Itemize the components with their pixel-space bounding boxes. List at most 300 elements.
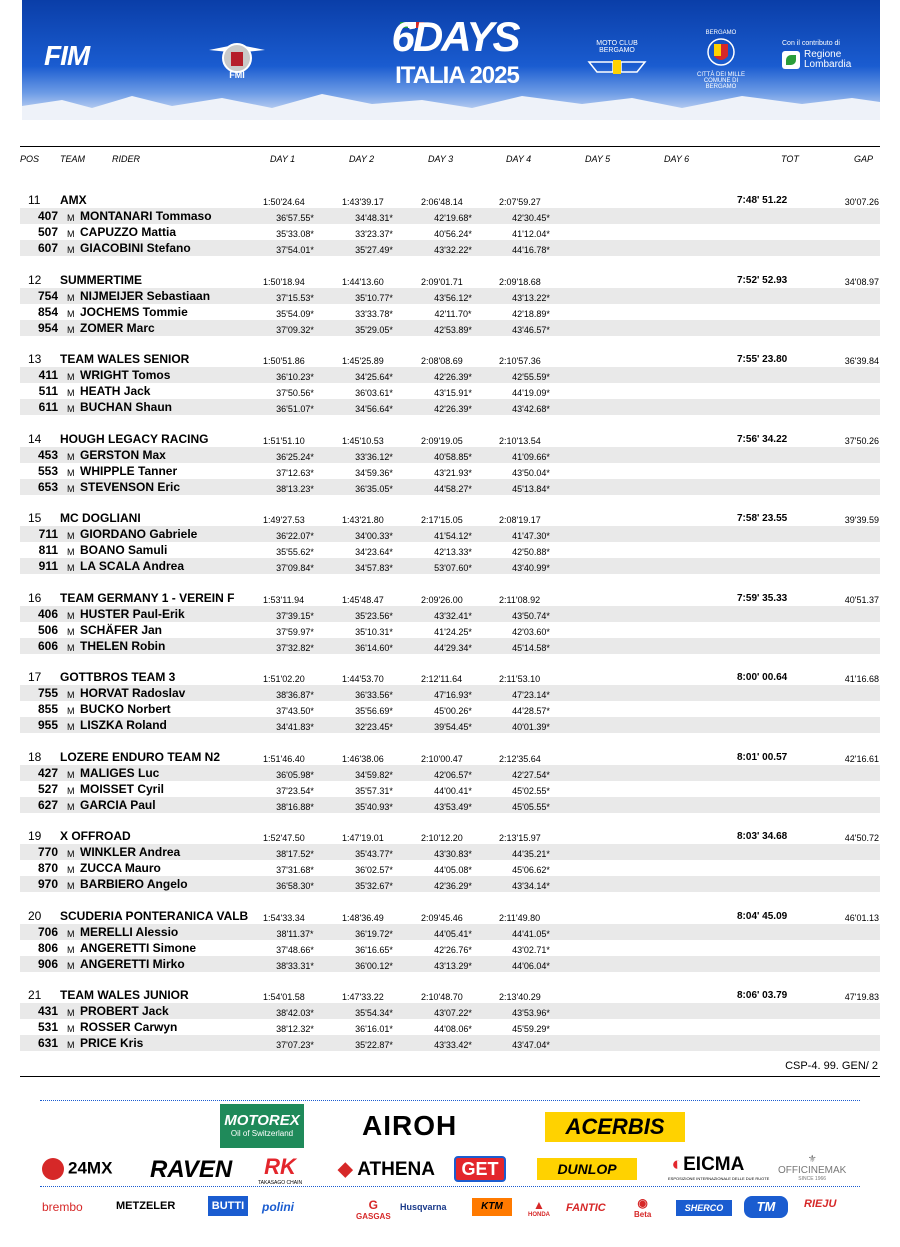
rider-row (20, 638, 880, 654)
rider-day-time: 43'13.29* (434, 960, 472, 971)
team-row (0, 510, 900, 526)
rider-day-time: 43'30.83* (434, 849, 472, 859)
rider-class: M (67, 483, 75, 494)
rider-class: M (67, 245, 75, 255)
team-gap: 34'08.97 (844, 276, 879, 287)
rider-day-time: 43'50.04* (512, 467, 550, 478)
rider-name: WRIGHT Tomos (80, 368, 171, 382)
rider-day-time: 44'05.08* (434, 865, 472, 875)
rider-day-time: 41'47.30* (512, 531, 550, 541)
rider-day-time: 42'26.76* (434, 944, 472, 955)
metzeler-logo: METZELER (116, 1200, 176, 1212)
event-title: 6DAYS (391, 13, 519, 60)
rider-day-time: 53'07.60* (434, 563, 472, 573)
moto-club-text: MOTO CLUB BERGAMO (596, 40, 638, 54)
team-position: 11 (28, 193, 41, 207)
rider-day-time: 38'42.03* (276, 1008, 314, 1018)
rider-name: MONTANARI Tommaso (80, 209, 212, 223)
rider-day-time: 36'33.56* (355, 690, 393, 700)
rider-name: CAPUZZO Mattia (80, 225, 176, 239)
sherco-logo: SHERCO (676, 1200, 732, 1216)
team-total-time: 7:55' 23.80 (737, 354, 788, 365)
rider-day-time: 36'14.60* (355, 642, 393, 653)
rider-day-time: 44'41.05* (512, 928, 550, 939)
rk-logo: RK TAKASAGO CHAIN (258, 1154, 303, 1186)
col-pos: POS (20, 154, 40, 164)
rider-row (20, 797, 880, 813)
team-day-time: 1:45'25.89 (342, 356, 384, 366)
rider-row (20, 367, 880, 383)
rider-day-time: 43'32.41* (434, 610, 472, 621)
rider-class: M (67, 690, 75, 700)
rider-name: HEATH Jack (80, 384, 151, 398)
rider-row (20, 876, 880, 892)
rider-day-time: 42'03.60* (512, 626, 550, 637)
team-total-time: 7:56' 34.22 (737, 433, 788, 445)
team-day-time: 2:09'26.00 (421, 594, 463, 605)
team-total-time: 8:01' 00.57 (737, 751, 788, 763)
rider-number: 406 (37, 606, 58, 621)
col-day2: DAY 2 (349, 154, 375, 164)
beta-logo: ◉ Beta (634, 1196, 652, 1219)
rider-day-time: 35'33.08* (276, 229, 314, 239)
rider-row (20, 717, 880, 733)
rider-day-time: 44'06.04* (512, 960, 550, 971)
rider-day-time: 38'11.37* (276, 928, 314, 939)
rider-day-time: 38'13.23* (276, 483, 314, 494)
rider-number: 806 (37, 940, 58, 955)
rider-row (20, 1019, 880, 1035)
rider-number: 955 (37, 718, 58, 732)
rider-day-time: 42'53.89* (434, 324, 472, 335)
rider-number: 506 (37, 622, 58, 637)
rider-day-time: 42'18.89* (512, 308, 550, 319)
column-header (20, 146, 880, 166)
rider-day-time: 43'46.57* (512, 324, 550, 335)
team-block (0, 908, 900, 988)
rider-day-time: 45'05.55* (512, 801, 550, 812)
rider-day-time: 43'33.42* (434, 1040, 472, 1050)
rider-day-time: 34'41.83* (276, 722, 314, 732)
gasgas-logo: G GASGAS (356, 1198, 391, 1221)
rider-day-time: 40'56.24* (434, 229, 472, 239)
team-total-time: 7:59' 35.33 (737, 592, 788, 604)
rider-day-time: 37'15.53* (276, 292, 314, 303)
team-day-time: 2:09'01.71 (421, 276, 463, 287)
rider-name: ROSSER Carwyn (80, 1020, 178, 1034)
rider-row (20, 383, 880, 399)
airoh-logo: AIROH (362, 1110, 458, 1141)
rider-day-time: 38'33.31* (276, 960, 314, 971)
rider-row (20, 1035, 880, 1051)
rider-class: M (67, 229, 75, 239)
team-block (0, 987, 900, 1067)
rider-number: 811 (38, 543, 58, 557)
rider-day-time: 43'07.22* (434, 1008, 472, 1018)
rider-class: M (67, 642, 75, 653)
rider-name: LISZKA Roland (80, 718, 167, 732)
rider-number: 706 (37, 924, 58, 939)
team-day-time: 2:13'15.97 (499, 833, 541, 843)
team-name: TEAM WALES SENIOR (60, 352, 190, 366)
rider-day-time: 36'19.72* (355, 928, 393, 939)
rider-row (20, 606, 880, 622)
team-total-time: 8:06' 03.79 (737, 990, 788, 1001)
rider-number: 906 (37, 956, 58, 971)
rider-class: M (67, 881, 75, 891)
rider-day-time: 43'34.14* (512, 881, 550, 891)
team-day-time: 1:44'53.70 (342, 674, 384, 684)
team-gap: 37'50.26 (844, 435, 879, 446)
rider-day-time: 43'02.71* (512, 944, 550, 955)
rider-day-time: 33'23.37* (355, 229, 393, 239)
team-position: 16 (28, 590, 42, 605)
butti-logo: BUTTI (208, 1196, 248, 1216)
rider-name: HORVAT Radoslav (80, 686, 186, 700)
24mx-logo: 24MX (42, 1158, 112, 1180)
acerbis-logo: ACERBIS (545, 1112, 685, 1142)
team-position: 20 (28, 908, 42, 923)
fmi-logo (207, 36, 267, 80)
rider-day-time: 41'12.04* (512, 229, 550, 239)
header-banner (22, 0, 880, 120)
team-position: 17 (28, 670, 42, 684)
rider-row (20, 479, 880, 495)
team-day-time: 1:47'33.22 (342, 992, 384, 1002)
rider-day-time: 38'12.32* (276, 1024, 314, 1034)
rider-day-time: 45'06.62* (512, 865, 550, 875)
sponsor-divider-top (40, 1100, 860, 1101)
rider-day-time: 43'47.04* (512, 1040, 550, 1050)
team-day-time: 1:45'48.47 (342, 594, 384, 605)
team-day-time: 2:11'53.10 (499, 674, 541, 684)
rider-day-time: 41'54.12* (434, 531, 472, 541)
rider-day-time: 47'23.14* (512, 690, 550, 700)
rider-number: 511 (38, 384, 58, 398)
rider-day-time: 43'32.22* (434, 245, 472, 255)
rider-number: 754 (37, 288, 58, 303)
rider-day-time: 45'02.55* (512, 785, 550, 796)
rider-number: 770 (37, 845, 58, 859)
rider-day-time: 42'27.54* (512, 769, 550, 780)
rider-class: M (67, 769, 75, 780)
raven-logo: RAVEN (150, 1156, 233, 1183)
team-block (0, 351, 900, 431)
rider-day-time: 42'26.39* (434, 372, 472, 382)
rider-day-time: 37'12.63* (276, 467, 314, 478)
rider-name: MOISSET Cyril (80, 781, 165, 796)
rider-name: STEVENSON Eric (80, 479, 181, 494)
team-day-time: 2:10'48.70 (421, 992, 463, 1002)
rider-number: 411 (38, 368, 58, 382)
rider-row (20, 399, 880, 415)
team-day-time: 1:47'19.01 (342, 833, 384, 843)
rider-day-time: 43'56.12* (434, 292, 472, 303)
rider-class: M (67, 404, 75, 414)
team-day-time: 2:09'45.46 (421, 912, 463, 923)
team-day-time: 1:52'47.50 (263, 833, 305, 843)
sponsor-strip (40, 1098, 860, 1238)
rider-day-time: 42'50.88* (512, 547, 550, 557)
team-day-time: 1:43'21.80 (342, 515, 384, 525)
rider-day-time: 37'32.82* (276, 642, 314, 653)
rider-day-time: 36'05.98* (276, 769, 314, 780)
team-day-time: 2:08'19.17 (499, 515, 541, 525)
team-day-time: 1:46'38.06 (342, 753, 384, 764)
team-day-time: 1:44'13.60 (342, 276, 384, 287)
rider-day-time: 43'21.93* (434, 467, 472, 478)
team-day-time: 2:17'15.05 (421, 515, 463, 525)
rider-day-time: 43'15.91* (434, 388, 472, 398)
team-day-time: 2:12'11.64 (421, 674, 463, 684)
team-row (0, 987, 900, 1003)
rider-day-time: 44'00.41* (434, 785, 472, 796)
get-logo: GET (454, 1156, 506, 1182)
team-position: 21 (28, 988, 42, 1002)
team-position: 18 (28, 749, 42, 764)
rider-row (20, 542, 880, 558)
team-day-time: 2:09'19.05 (421, 435, 463, 446)
team-gap: 47'19.83 (844, 992, 879, 1002)
mountain-silhouette (22, 86, 880, 120)
rider-day-time: 44'29.34* (434, 642, 472, 653)
rider-row (20, 240, 880, 256)
rider-day-time: 44'28.57* (512, 706, 550, 716)
col-gap: GAP (854, 154, 874, 164)
rider-row (20, 526, 880, 542)
husqvarna-logo: Husqvarna (400, 1202, 447, 1212)
rider-name: BUCKO Norbert (80, 702, 171, 716)
rider-number: 911 (38, 559, 58, 573)
team-day-time: 1:45'10.53 (342, 435, 384, 446)
rider-day-time: 45'13.84* (512, 483, 550, 494)
rider-day-time: 36'16.65* (355, 944, 393, 955)
rider-day-time: 35'23.56* (355, 610, 393, 621)
team-block (0, 669, 900, 749)
rider-day-time: 42'36.29* (434, 881, 472, 891)
motorex-logo: MOTOREX Oil of Switzerland (220, 1104, 304, 1148)
rider-day-time: 37'39.15* (276, 610, 314, 621)
team-day-time: 2:10'00.47 (421, 753, 463, 764)
team-row (0, 192, 900, 208)
team-day-time: 2:11'08.92 (499, 594, 541, 605)
rider-class: M (67, 292, 75, 303)
rider-class: M (67, 563, 75, 573)
rider-day-time: 36'03.61* (355, 388, 393, 398)
rider-day-time: 37'09.84* (276, 563, 314, 573)
rider-name: PROBERT Jack (80, 1004, 169, 1018)
honda-logo: ▲ HONDA (528, 1198, 550, 1218)
rider-row (20, 463, 880, 479)
rider-number: 755 (37, 686, 58, 700)
team-day-time: 1:54'33.34 (263, 912, 305, 923)
team-name: LOZERE ENDURO TEAM N2 (60, 749, 221, 764)
rider-number: 407 (37, 209, 58, 223)
rider-day-time: 38'36.87* (276, 690, 314, 700)
rider-name: ZUCCA Mauro (80, 861, 161, 875)
rl-name-1: Regione (804, 49, 842, 60)
eicma-logo: ◐EICMA ESPOSIZIONE INTERNAZIONALE DELLE DUE RUOTE (668, 1154, 770, 1181)
rider-day-time: 44'08.06* (434, 1024, 472, 1034)
rider-row (20, 860, 880, 876)
team-block (0, 590, 900, 670)
rider-class: M (67, 1040, 75, 1050)
rider-number: 870 (37, 861, 58, 875)
rider-day-time: 37'09.32* (276, 324, 314, 335)
team-day-time: 2:12'35.64 (499, 753, 541, 764)
rider-name: GIACOBINI Stefano (80, 241, 191, 255)
rider-class: M (67, 451, 75, 462)
team-gap: 41'16.68 (844, 674, 879, 684)
rider-number: 627 (37, 797, 58, 812)
polini-logo: polini (262, 1200, 294, 1214)
rider-number: 653 (37, 479, 58, 494)
footer-divider (20, 1076, 880, 1077)
event-subtitle: ITALIA 2025 (395, 62, 519, 89)
rider-class: M (67, 308, 75, 319)
col-rider: RIDER (112, 154, 141, 164)
rider-name: HUSTER Paul-Erik (80, 606, 185, 621)
rider-day-time: 36'57.55* (276, 213, 314, 223)
rider-number: 606 (37, 638, 58, 653)
rl-caption: Con il contributo di (782, 40, 840, 47)
team-day-time: 2:11'49.80 (499, 912, 541, 923)
rider-day-time: 35'56.69* (355, 706, 393, 716)
team-total-time: 8:03' 34.68 (737, 831, 788, 842)
team-day-time: 1:51'51.10 (263, 435, 305, 446)
team-gap: 39'39.59 (844, 515, 879, 525)
col-day4: DAY 4 (506, 154, 532, 164)
rider-day-time: 38'16.88* (276, 801, 314, 812)
ktm-logo: KTM (472, 1198, 512, 1216)
rider-day-time: 44'35.21* (512, 849, 550, 859)
dunlop-logo: DUNLOP (537, 1158, 637, 1180)
fim-logo: FIM (44, 40, 90, 71)
rider-day-time: 35'22.87* (355, 1040, 393, 1050)
rider-row (20, 288, 880, 304)
team-name: HOUGH LEGACY RACING (60, 431, 209, 446)
rider-row (20, 208, 880, 224)
bergamo-mid-text: CITTÀ DEI MILLE (696, 72, 745, 78)
rider-day-time: 42'13.33* (434, 547, 472, 557)
team-name: X OFFROAD (60, 829, 131, 843)
rider-name: THELEN Robin (80, 638, 166, 653)
rider-day-time: 45'59.29* (512, 1024, 550, 1034)
rider-number: 631 (37, 1036, 58, 1050)
team-row (0, 828, 900, 844)
rider-class: M (67, 626, 75, 637)
rider-class: M (67, 785, 75, 796)
team-position: 14 (28, 431, 42, 446)
rider-day-time: 47'16.93* (434, 690, 472, 700)
team-day-time: 1:49'27.53 (263, 515, 305, 525)
rider-row (20, 685, 880, 701)
rider-day-time: 42'11.70* (434, 308, 472, 319)
rider-class: M (67, 960, 75, 971)
rider-class: M (67, 531, 75, 541)
rider-day-time: 37'07.23* (276, 1040, 314, 1050)
rider-class: M (67, 547, 75, 557)
rider-day-time: 39'54.45* (434, 722, 472, 732)
team-row (0, 431, 900, 447)
team-day-time: 2:08'08.69 (421, 356, 463, 366)
rider-number: 954 (37, 320, 58, 335)
team-day-time: 1:43'39.17 (342, 197, 384, 207)
team-block (0, 431, 900, 511)
team-name: GOTTBROS TEAM 3 (60, 670, 176, 684)
24mx-icon (42, 1158, 64, 1180)
team-position: 12 (28, 272, 42, 287)
rider-day-time: 42'55.59* (512, 372, 550, 382)
team-name: TEAM GERMANY 1 - VEREIN F (60, 590, 235, 605)
rider-day-time: 35'55.62* (276, 547, 314, 557)
rider-row (20, 701, 880, 717)
rider-day-time: 35'10.31* (355, 626, 393, 637)
rider-day-time: 35'57.31* (355, 785, 393, 796)
rider-class: M (67, 849, 75, 859)
rider-day-time: 38'17.52* (276, 849, 314, 859)
rider-class: M (67, 706, 75, 716)
moto-club-bergamo-logo (582, 40, 652, 76)
rider-class: M (67, 801, 75, 812)
team-row (0, 272, 900, 288)
rider-day-time: 35'43.77* (355, 849, 393, 859)
team-name: SUMMERTIME (60, 272, 142, 287)
rider-day-time: 44'58.27* (434, 483, 472, 494)
rider-number: 970 (37, 877, 58, 891)
rider-day-time: 34'59.36* (355, 467, 393, 478)
rider-number: 453 (37, 447, 58, 462)
rider-name: ZOMER Marc (80, 320, 155, 335)
rider-name: NIJMEIJER Sebastiaan (80, 288, 211, 303)
rider-name: SCHÄFER Jan (80, 622, 163, 637)
team-day-time: 1:48'36.49 (342, 912, 384, 923)
rider-day-time: 36'35.05* (355, 483, 393, 494)
rider-number: 553 (37, 463, 58, 478)
rider-day-time: 35'10.77* (355, 292, 393, 303)
rider-day-time: 43'40.99* (512, 563, 550, 573)
team-day-time: 2:13'40.29 (499, 992, 541, 1002)
rider-number: 427 (37, 765, 58, 780)
rider-class: M (67, 213, 75, 223)
officinemak-logo: ⚜ OFFICINEMAK SINCE 1966 (778, 1154, 847, 1182)
team-name: AMX (60, 193, 87, 207)
rider-day-time: 40'01.39* (512, 722, 550, 732)
rider-day-time: 40'58.85* (434, 451, 472, 462)
rider-name: MERELLI Alessio (80, 924, 179, 939)
team-name: SCUDERIA PONTERANICA VALB (60, 908, 249, 923)
rider-day-time: 35'32.67* (355, 881, 393, 891)
team-block (0, 749, 900, 829)
team-day-time: 1:50'51.86 (263, 356, 305, 366)
rider-day-time: 34'23.64* (355, 547, 393, 557)
rider-row (20, 224, 880, 240)
rider-day-time: 36'58.30* (276, 881, 314, 891)
team-name: TEAM WALES JUNIOR (60, 988, 189, 1002)
col-day3: DAY 3 (428, 154, 454, 164)
rider-name: GERSTON Max (80, 447, 166, 462)
rider-day-time: 42'06.57* (434, 769, 472, 780)
rider-day-time: 42'26.39* (434, 404, 472, 414)
rider-name: WINKLER Andrea (80, 845, 181, 859)
col-team: TEAM (60, 154, 86, 164)
rider-name: BARBIERO Angelo (80, 877, 188, 891)
rider-day-time: 37'31.68* (276, 865, 314, 875)
team-name: MC DOGLIANI (60, 511, 141, 525)
rider-day-time: 34'56.64* (355, 404, 393, 414)
team-day-time: 1:51'02.20 (263, 674, 305, 684)
rider-name: BOANO Samuli (80, 543, 168, 557)
